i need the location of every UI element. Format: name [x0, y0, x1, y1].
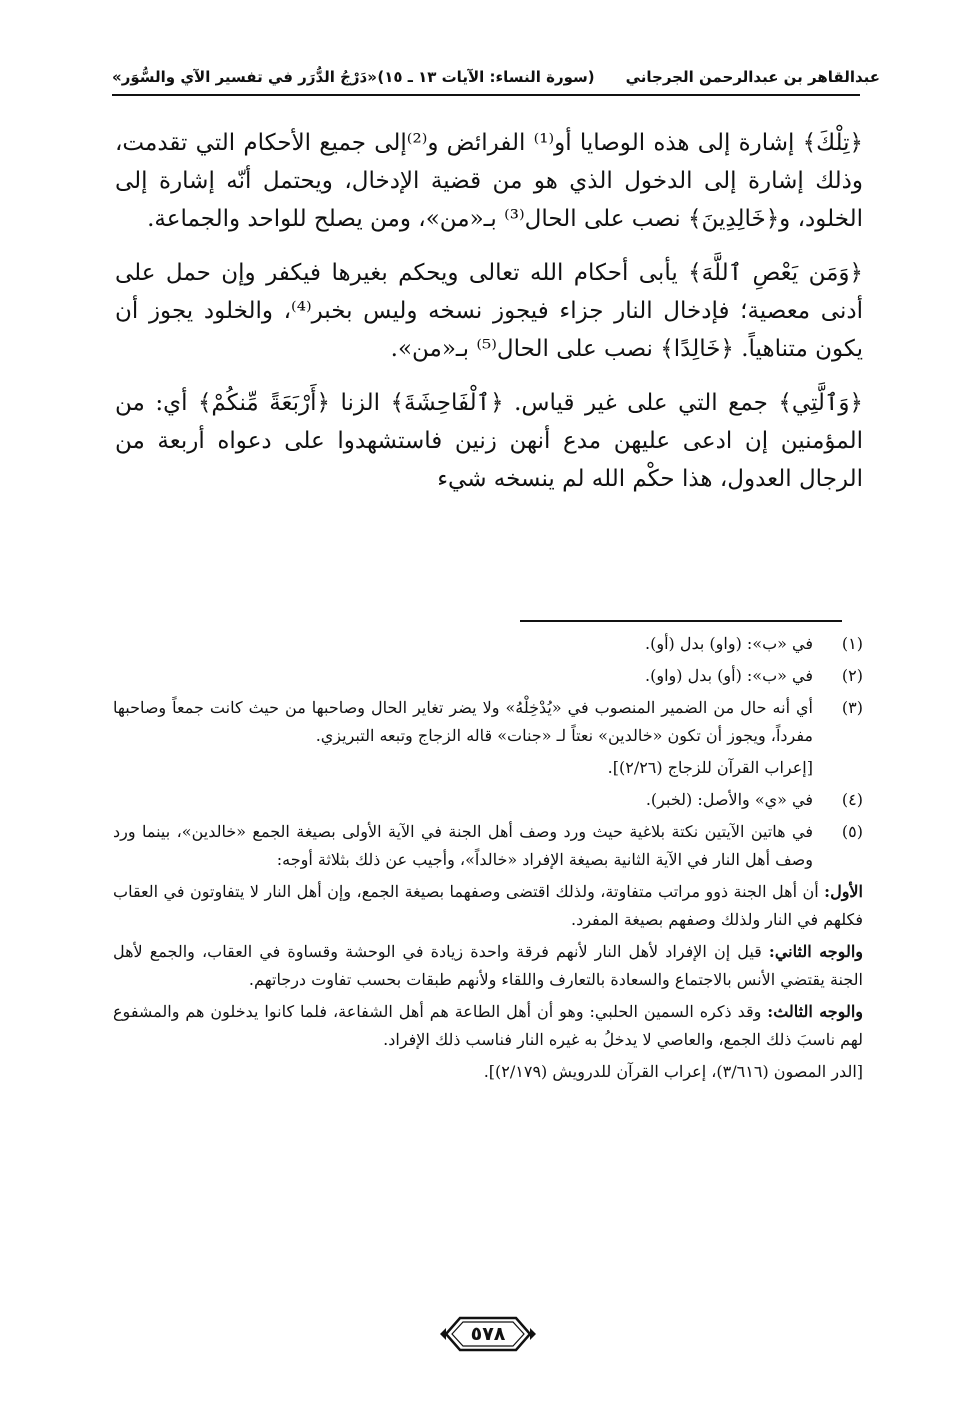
footnote-subpoint: [113, 938, 863, 994]
footnote-number: (٥): [841, 822, 863, 841]
subpoint-text: وقد ذكره السمين الحلبي: وهو أن أهل الطاعة هم أهل الشفاعة، فلما كانوا يدخلون هم والمشفوع لهم ناسبَ ذلك الجمع، والعاصي لا يدخلُ به غيره النار فناسب ذلك الإفراد.: [113, 1002, 863, 1049]
footnotes: [113, 630, 863, 1090]
header-author: عبدالقاهر بن عبدالرحمن الجرجاني: [625, 68, 880, 86]
footnote-source: [113, 1058, 863, 1086]
subpoint-text: قيل إن الإفراد لأهل النار لأنهم فرقة واحدة زيادة في الوحشة وقساوة في العقاب، والجمع لأهل الجنة يقتضي الأنس بالاجتماع والسعادة بالتعارف واللقاء ولأنهم طبقات بحسب تفاوت درجاتهم.: [113, 942, 863, 989]
footnote-number: (٣): [841, 698, 863, 717]
footnote-number: (٤): [841, 790, 863, 809]
header-surah: (سورة النساء: الآيات ١٣ ـ ١٥): [377, 68, 595, 86]
footnote-number: (٢): [841, 666, 863, 685]
footnote-text: أي أنه حال من الضمير المنصوب في «يُدْخِلْهُ» ولا يضر تغاير الحال وصاحبها من حيث كانت جمعاً وصاحبها مفرداً، ويجوز أن تكون «خالدين» نعتاً لـ «جنات» قاله الزجاج وتبعه التبريزي.: [113, 698, 813, 745]
footnote: [113, 662, 863, 690]
page-number-ornament: [438, 1314, 538, 1354]
header-book-title: «دَرْجُ الدُّرَر في تفسير الآي والسُّوَر»: [112, 68, 377, 86]
subpoint-lead: والوجه الثالث:: [767, 1002, 863, 1021]
running-header: [112, 60, 880, 96]
footnote: [113, 630, 863, 658]
subpoint-text: [الدر المصون (٣/٦١٦)، إعراب القرآن للدرويش (٢/١٧٩)].: [483, 1062, 863, 1081]
subpoint-text: أن أهل الجنة ذوو مراتب متفاوتة، ولذلك اقتضى وصفهما بصيغة الجمع، وإن أهل النار لا يتفاوتون في العقاب فكلهم في النار ولذلك وصفهم بصيغة المفرد.: [113, 882, 863, 929]
footnote-separator: [520, 620, 842, 622]
paragraph: ﴿وَٱلَّتِي﴾ جمع التي على غير قياس. ﴿ٱلْفَاحِشَةَ﴾ الزنا ﴿أَرْبَعَةً مِّنكُمْ﴾ أي: من المؤمنين إن ادعى عليهن مدع أنهن زنين فاستشهدوا على دعواه أربعة من الرجال العدول، هذا حكْم الله لم ينسخه شيء: [115, 390, 864, 492]
footnote-text: في هاتين الآيتين نكتة بلاغية حيث ورد وصف أهل الجنة في الآية الأولى بصيغة الجمع «خالدين»، بينما ورد وصف أهل النار في الآية الثانية بصيغة الإفراد «خالداً»، وأجيب عن ذلك بثلاثة أوجه:: [113, 822, 813, 869]
footnote-text: في «ب»: (أو) بدل (واو).: [645, 666, 813, 685]
page-number: ٥٧٨: [470, 1323, 506, 1345]
footnote-text: في «ب»: (واو) بدل (أو).: [645, 634, 813, 653]
footnote-subpoint: [113, 998, 863, 1054]
subpoint-lead: الأول:: [824, 882, 863, 901]
main-text: [115, 124, 863, 514]
footnote-text: [إعراب القرآن للزجاج (٢/٢٦)].: [607, 758, 813, 777]
footnote: [113, 694, 863, 750]
footnote-subpoint: [113, 878, 863, 934]
subpoint-lead: والوجه الثاني:: [768, 942, 863, 961]
footnote: [113, 818, 863, 874]
footnote: [113, 786, 863, 814]
paragraph: ﴿وَمَن يَعْصِ ٱللَّهَ﴾ يأبى أحكام الله تعالى ويحكم بغيرها فيكفر وإن حمل على أدنى معصية؛ فإدخال النار جزاء فيجوز نسخه وليس بخبر⁽⁴⁾، والخلود يجوز أن يكون متناهياً. ﴿خَالِدًا﴾ نصب على الحال⁽⁵⁾ بـ«من».: [115, 260, 863, 362]
paragraph: ﴿تِلْكَ﴾ إشارة إلى هذه الوصايا أو⁽¹⁾ الفرائض و⁽²⁾إلى جميع الأحكام التي تقدمت، وذلك إشارة إلى الدخول الذي هو من قضية الإدخال، ويحتمل أنّه إشارة إلى الخلود، و﴿خَالِدِينَ﴾ نصب على الحال⁽³⁾ بـ«من»، ومن يصلح للواحد والجماعة.: [115, 130, 863, 232]
footnote-reference: [113, 754, 863, 782]
footnote-text: في «ي» والأصل: (لخبر).: [645, 790, 813, 809]
footnote-number: (١): [841, 634, 863, 653]
